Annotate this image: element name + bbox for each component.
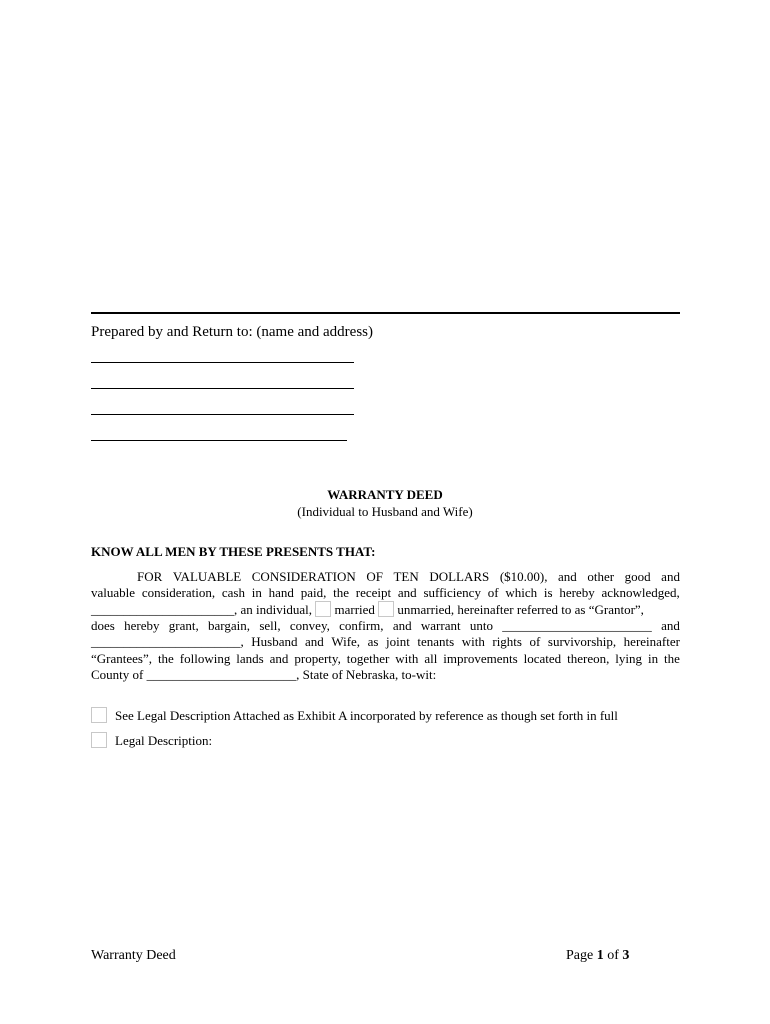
body-word: _______________________ xyxy=(502,618,652,633)
unmarried-checkbox[interactable] xyxy=(378,601,394,617)
body-word: improvements xyxy=(443,651,518,666)
body-word: joint xyxy=(385,634,410,649)
body-line-4 xyxy=(91,618,680,634)
legal-description-checkbox[interactable] xyxy=(91,732,107,748)
body-word: of xyxy=(487,585,499,600)
of-word: of xyxy=(607,948,619,963)
body-word: and xyxy=(392,618,412,633)
body-line-2 xyxy=(91,585,680,601)
footer-document-name: Warranty Deed xyxy=(91,948,176,963)
body-word: TEN xyxy=(393,569,419,584)
body-word: lying xyxy=(615,651,643,666)
body-word: grant, xyxy=(168,618,199,633)
unmarried-label: unmarried, hereinafter referred to as “Grantor”, xyxy=(397,602,644,617)
body-line-5 xyxy=(91,634,680,650)
body-word: OF xyxy=(366,569,383,584)
body-word: ($10.00), xyxy=(499,569,548,584)
document-subtitle: (Individual to Husband and Wife) xyxy=(297,504,473,519)
body-word: and xyxy=(661,618,680,633)
body-word: valuable xyxy=(91,585,136,600)
body-word: Wife, xyxy=(331,634,361,649)
body-word: warrant xyxy=(420,618,461,633)
body-word: convey, xyxy=(289,618,330,633)
body-word: with xyxy=(395,651,419,666)
body-word: of xyxy=(529,634,541,649)
exhibit-a-checkbox[interactable] xyxy=(91,707,107,723)
body-line-6 xyxy=(91,651,680,667)
name-address-line-2[interactable] xyxy=(91,388,354,389)
body-word: cash xyxy=(221,585,245,600)
body-word: tenants xyxy=(417,634,455,649)
body-word: sell, xyxy=(259,618,281,633)
body-line-7: County of _______________________, State of Nebraska, to-wit: xyxy=(91,667,437,682)
body-word: bargain, xyxy=(208,618,251,633)
body-word: together xyxy=(346,651,390,666)
know-all-heading: KNOW ALL MEN BY THESE PRESENTS THAT: xyxy=(91,544,376,559)
body-word: hereinafter xyxy=(623,634,680,649)
body-word: VALUABLE xyxy=(172,569,242,584)
body-word: _______________________, xyxy=(91,634,244,649)
body-word: hereby xyxy=(124,618,160,633)
body-word: all xyxy=(424,651,438,666)
body-word: thereon, xyxy=(567,651,610,666)
body-word: “Grantees”, xyxy=(91,651,152,666)
body-word: paid, xyxy=(300,585,327,600)
legal-description-label: Legal Description: xyxy=(115,733,213,748)
body-word: CONSIDERATION xyxy=(251,569,356,584)
body-word: DOLLARS xyxy=(429,569,490,584)
body-word: and xyxy=(661,569,680,584)
body-word: receipt xyxy=(355,585,392,600)
body-word: is xyxy=(543,585,553,600)
body-word: the xyxy=(333,585,349,600)
body-word: which xyxy=(505,585,538,600)
page-indicator xyxy=(566,947,629,964)
body-word: and xyxy=(558,569,577,584)
exhibit-a-option xyxy=(91,707,618,724)
exhibit-a-label: See Legal Description Attached as Exhibit A incorporated by reference as though set forth in full xyxy=(115,708,618,723)
body-line-3 xyxy=(91,601,680,618)
body-word: lands xyxy=(236,651,264,666)
body-word: with xyxy=(461,634,485,649)
name-address-line-3[interactable] xyxy=(91,414,354,415)
page-word: Page xyxy=(566,948,594,963)
page-total: 3 xyxy=(622,948,630,963)
body-word: located xyxy=(523,651,562,666)
document-title: WARRANTY DEED xyxy=(327,487,443,502)
body-word: does xyxy=(91,618,115,633)
married-label: married xyxy=(334,602,375,617)
body-word: in xyxy=(647,651,659,666)
body-word: rights xyxy=(492,634,522,649)
body-word: unto xyxy=(469,618,493,633)
grantor-individual-text: ______________________, an individual, xyxy=(91,602,312,617)
body-word: as xyxy=(367,634,379,649)
body-word: sufficiency xyxy=(423,585,481,600)
body-word: hand xyxy=(268,585,294,600)
name-address-line-1[interactable] xyxy=(91,362,354,363)
page-current: 1 xyxy=(596,948,604,963)
married-checkbox[interactable] xyxy=(315,601,331,617)
body-word: and xyxy=(397,585,417,600)
body-line-1 xyxy=(91,569,680,585)
body-word: the xyxy=(664,651,680,666)
prepared-by-label: Prepared by and Return to: (name and address) xyxy=(91,324,373,340)
body-word: acknowledged, xyxy=(601,585,680,600)
legal-description-option xyxy=(91,732,212,749)
body-word: survivorship, xyxy=(547,634,617,649)
body-word: hereby xyxy=(559,585,595,600)
body-word: property, xyxy=(294,651,341,666)
body-word: consideration, xyxy=(141,585,216,600)
body-word: and xyxy=(269,651,289,666)
body-word: in xyxy=(251,585,262,600)
name-address-line-4[interactable] xyxy=(91,440,347,441)
body-word: Husband xyxy=(251,634,298,649)
body-word: confirm, xyxy=(339,618,384,633)
body-word: FOR xyxy=(137,569,163,584)
body-word: the xyxy=(157,651,174,666)
body-word: and xyxy=(305,634,324,649)
body-word: good xyxy=(624,569,651,584)
body-word: following xyxy=(179,651,231,666)
body-word: other xyxy=(587,569,615,584)
top-divider xyxy=(91,312,680,314)
